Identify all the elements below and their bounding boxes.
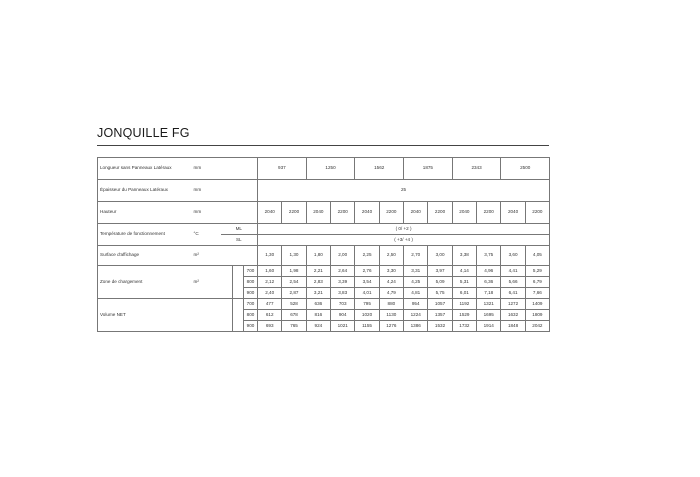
volume-value: 1130	[379, 310, 403, 321]
height-value: 2040	[355, 202, 379, 224]
thickness-value: 25	[258, 180, 550, 202]
volume-value: 954	[404, 299, 428, 310]
display-value: 3,38	[452, 246, 476, 266]
loading-depth-label	[233, 266, 244, 299]
height-value: 2200	[331, 202, 355, 224]
title-rule	[97, 145, 549, 146]
volume-value: 1732	[452, 321, 476, 332]
loading-value: 5,31	[452, 277, 476, 288]
loading-value: 5,09	[428, 277, 452, 288]
display-value: 1,30	[258, 246, 282, 266]
volume-value: 904	[331, 310, 355, 321]
loading-value: 6,36	[477, 277, 501, 288]
loading-value: 2,12	[258, 277, 282, 288]
loading-depth: 700	[244, 266, 258, 277]
display-value: 1,80	[306, 246, 330, 266]
height-value: 2040	[258, 202, 282, 224]
loading-value: 2,76	[355, 266, 379, 277]
volume-value: 1020	[355, 310, 379, 321]
loading-value: 3,97	[428, 266, 452, 277]
volume-value: 1532	[428, 321, 452, 332]
height-value: 2200	[525, 202, 549, 224]
display-label: Surface d'affichage	[98, 246, 193, 266]
volume-value: 612	[258, 310, 282, 321]
temperature-label: Température de fonctionnement	[98, 224, 193, 246]
loading-value: 4,41	[501, 266, 525, 277]
display-value: 2,00	[331, 246, 355, 266]
loading-value: 2,64	[331, 266, 355, 277]
thickness-row	[98, 180, 550, 202]
length-value: 1875	[404, 158, 453, 180]
loading-value: 2,83	[306, 277, 330, 288]
volume-value: 1632	[501, 310, 525, 321]
loading-value: 2,54	[282, 277, 306, 288]
volume-label: Volume NET	[98, 299, 193, 332]
loading-value: 1,60	[258, 266, 282, 277]
thickness-unit: mm	[193, 180, 258, 202]
product-title: JONQUILLE FG	[97, 126, 190, 140]
volume-value: 1021	[331, 321, 355, 332]
loading-value: 4,14	[452, 266, 476, 277]
height-value: 2200	[428, 202, 452, 224]
length-label: Longueur sans Panneaux Latéraux	[98, 158, 193, 180]
loading-value: 4,25	[404, 277, 428, 288]
loading-value: 3,83	[331, 288, 355, 299]
length-value: 937	[258, 158, 307, 180]
loading-value: 5,75	[428, 288, 452, 299]
volume-value: 765	[282, 321, 306, 332]
length-row	[98, 158, 550, 180]
display-value: 1,30	[282, 246, 306, 266]
volume-value: 693	[258, 321, 282, 332]
temperature-unit: °C	[193, 224, 221, 246]
height-value: 2200	[379, 202, 403, 224]
loading-value: 7,18	[477, 288, 501, 299]
loading-value: 4,01	[355, 288, 379, 299]
loading-value: 4,79	[379, 288, 403, 299]
loading-label: Zone de chargement	[98, 266, 193, 299]
volume-value: 1155	[355, 321, 379, 332]
volume-depth: 800	[244, 310, 258, 321]
loading-unit: m²	[193, 266, 221, 299]
temperature-ml-value: ( 0/ +2 )	[258, 224, 550, 235]
volume-value: 528	[282, 299, 306, 310]
volume-value: 1276	[379, 321, 403, 332]
volume-value: 1357	[428, 310, 452, 321]
loading-value: 6,41	[501, 288, 525, 299]
volume-row	[98, 299, 550, 310]
volume-value: 795	[355, 299, 379, 310]
loading-value: 4,24	[379, 277, 403, 288]
display-value: 2,50	[379, 246, 403, 266]
loading-value: 3,54	[355, 277, 379, 288]
loading-depth: 800	[244, 277, 258, 288]
height-value: 2040	[452, 202, 476, 224]
height-value: 2040	[501, 202, 525, 224]
display-value: 3,75	[477, 246, 501, 266]
height-value: 2200	[477, 202, 501, 224]
volume-value: 2042	[525, 321, 549, 332]
volume-value: 1809	[525, 310, 549, 321]
loading-value: 3,39	[331, 277, 355, 288]
volume-value: 1057	[428, 299, 452, 310]
loading-value: 4,81	[404, 288, 428, 299]
volume-value: 1409	[525, 299, 549, 310]
volume-depth: 700	[244, 299, 258, 310]
loading-value: 5,66	[501, 277, 525, 288]
loading-row	[98, 266, 550, 277]
volume-value: 1321	[477, 299, 501, 310]
loading-value: 2,87	[282, 288, 306, 299]
volume-value: 924	[306, 321, 330, 332]
loading-value: 1,98	[282, 266, 306, 277]
display-value: 2,70	[404, 246, 428, 266]
display-value: 2,25	[355, 246, 379, 266]
display-value: 4,05	[525, 246, 549, 266]
volume-value: 1272	[501, 299, 525, 310]
volume-depth: 900	[244, 321, 258, 332]
temperature-ml-label: ML	[221, 224, 258, 235]
loading-value: 2,21	[306, 266, 330, 277]
loading-depth: 900	[244, 288, 258, 299]
display-value: 3,60	[501, 246, 525, 266]
temperature-sl-label: SL	[221, 235, 258, 246]
display-unit: m²	[193, 246, 258, 266]
loading-value: 3,30	[379, 266, 403, 277]
volume-value: 1848	[501, 321, 525, 332]
volume-value: 816	[306, 310, 330, 321]
loading-value: 7,66	[525, 288, 549, 299]
loading-value: 6,79	[525, 277, 549, 288]
loading-value: 5,29	[525, 266, 549, 277]
height-value: 2040	[404, 202, 428, 224]
length-unit: mm	[193, 158, 258, 180]
height-unit: mm	[193, 202, 258, 224]
volume-value: 880	[379, 299, 403, 310]
volume-value: 1386	[404, 321, 428, 332]
temperature-sl-value: ( +3/ +4 )	[258, 235, 550, 246]
loading-value: 3,21	[306, 288, 330, 299]
height-row	[98, 202, 550, 224]
display-value: 3,00	[428, 246, 452, 266]
length-value: 2500	[501, 158, 550, 180]
height-label: Hauteur	[98, 202, 193, 224]
volume-value: 1914	[477, 321, 501, 332]
loading-value: 4,96	[477, 266, 501, 277]
volume-value: 703	[331, 299, 355, 310]
display-row	[98, 246, 550, 266]
spec-table	[97, 157, 550, 332]
volume-value: 1695	[477, 310, 501, 321]
volume-value: 678	[282, 310, 306, 321]
loading-value: 2,40	[258, 288, 282, 299]
length-value: 1562	[355, 158, 404, 180]
loading-value: 3,31	[404, 266, 428, 277]
volume-value: 1192	[452, 299, 476, 310]
thickness-label: Épaisseur du Panneaux Latéraux	[98, 180, 193, 202]
volume-value: 1529	[452, 310, 476, 321]
height-value: 2040	[306, 202, 330, 224]
temperature-row-ml	[98, 224, 550, 235]
volume-value: 477	[258, 299, 282, 310]
height-value: 2200	[282, 202, 306, 224]
volume-depth-label	[233, 299, 244, 332]
volume-value: 636	[306, 299, 330, 310]
loading-value: 6,01	[452, 288, 476, 299]
length-value: 1250	[306, 158, 355, 180]
volume-value: 1224	[404, 310, 428, 321]
length-value: 2343	[452, 158, 501, 180]
